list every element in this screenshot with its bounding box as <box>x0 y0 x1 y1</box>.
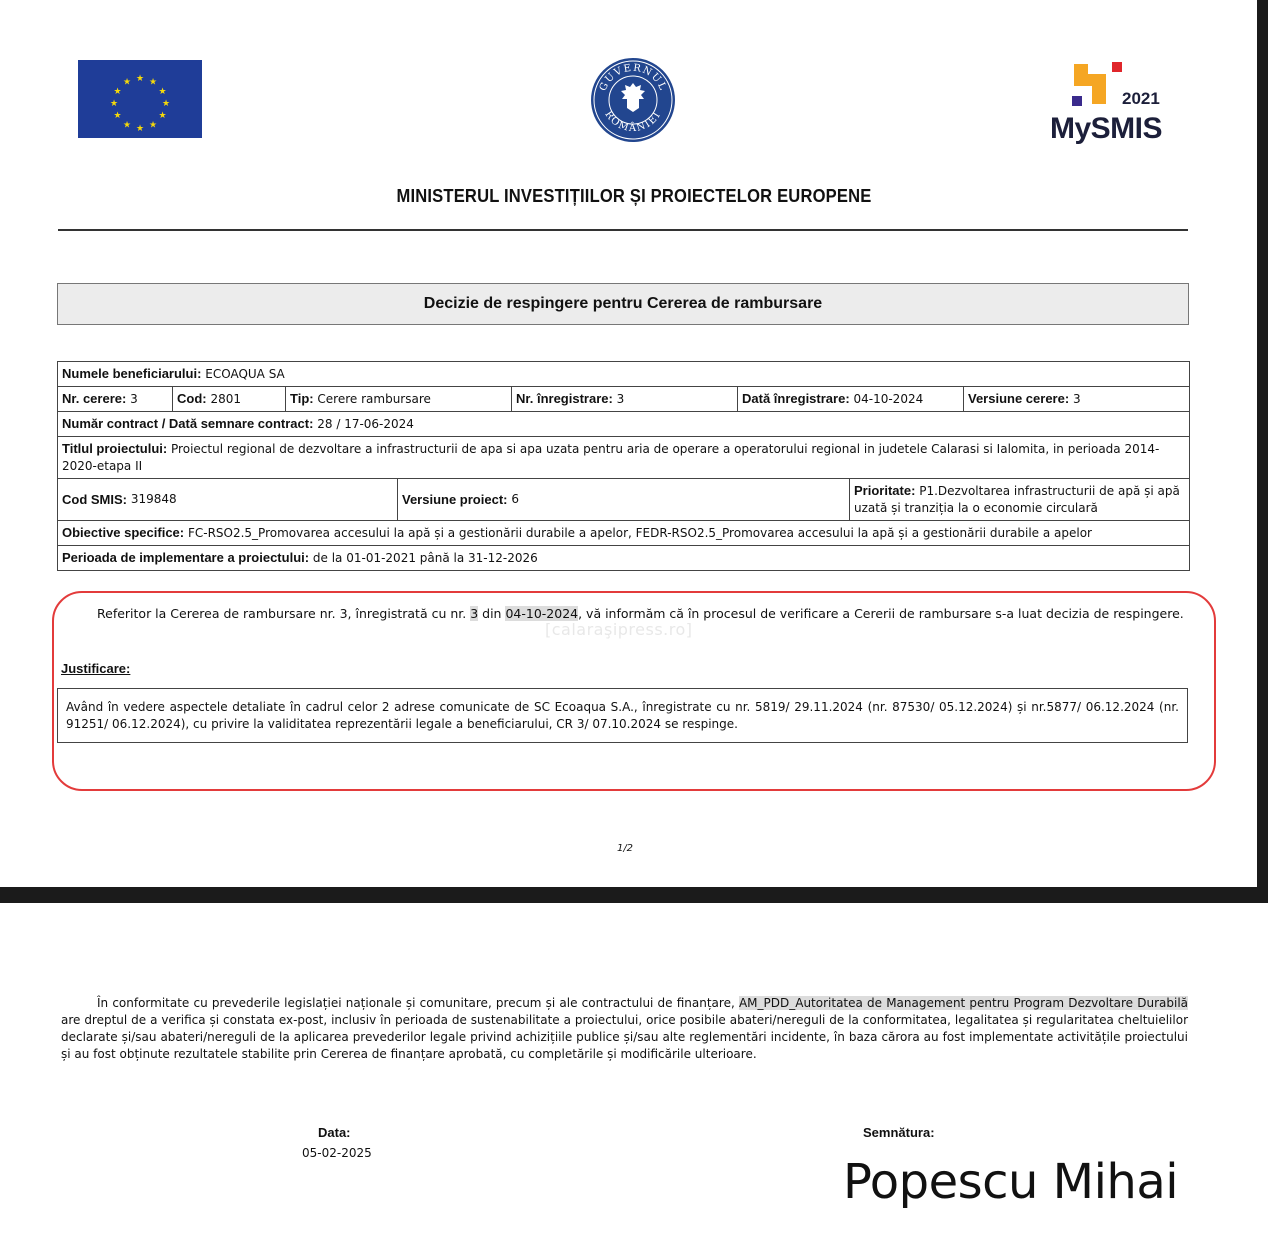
table-row <box>58 362 1189 386</box>
gov-logo-text-bottom: ROMÂNIEI <box>602 109 664 135</box>
justification-box <box>57 688 1188 743</box>
reference-date: 04-10-2024 <box>505 606 579 621</box>
date-value: 05-02-2025 <box>302 1146 372 1160</box>
data-inregistrare-label: Dată înregistrare: <box>742 391 850 406</box>
reference-part3: , vă informăm că în procesul de verificare a Cererii de rambursare s-a luat decizia de respingere. <box>578 606 1184 621</box>
table-row <box>58 478 1189 520</box>
date-label: Data: <box>318 1125 351 1140</box>
table-row <box>58 386 1189 411</box>
svg-text:★: ★ <box>122 77 132 88</box>
justification-text: Având în vedere aspectele detaliate în cadrul celor 2 adrese comunicate de SC Ecoaqua S.A., înregistrate cu nr. 5819/ 29.11.2024 (nr. 87530/ 05.12.2024) și nr.5877/ 06.12.2024 (nr. 91251/ 06.12.2024), cu privire la validitatea reprezentării legale a beneficiarului, CR 3/ 07.10.2024 se respinge. <box>66 700 1179 731</box>
svg-text:★: ★ <box>161 99 171 109</box>
svg-text:★: ★ <box>158 87 167 97</box>
perioada-value: de la 01-01-2021 până la 31-12-2026 <box>312 551 538 565</box>
reference-paragraph <box>97 606 1184 621</box>
data-inregistrare-value: 04-10-2024 <box>853 392 924 406</box>
svg-text:★: ★ <box>148 77 158 88</box>
svg-text:★: ★ <box>158 111 167 121</box>
reference-part1: Referitor la Cererea de rambursare nr. 3, înregistrată cu nr. <box>97 606 471 621</box>
svg-text:★: ★ <box>135 124 145 134</box>
conformity-paragraph <box>61 995 1188 1063</box>
table-row <box>58 436 1189 478</box>
heading-divider <box>58 229 1188 231</box>
perioada-label: Perioada de implementare a proiectului: <box>62 550 310 565</box>
mysmis-logo <box>1050 60 1180 146</box>
contract-label: Număr contract / Dată semnare contract: <box>62 416 314 431</box>
nr-inregistrare-value: 3 <box>616 392 625 406</box>
watermark: [calaraşipress.ro] <box>545 620 693 639</box>
page-edge <box>1257 0 1268 887</box>
romanian-government-logo <box>590 57 676 143</box>
versiune-proiect-label: Versiune proiect: <box>402 492 508 507</box>
mysmis-year: 2021 <box>1122 89 1160 108</box>
prioritate-value: P1.Dezvoltarea infrastructurii de apă și apă uzată și tranziția la o economie circulară <box>854 484 1180 515</box>
page-separator <box>0 887 1268 903</box>
signature-name: Popescu Mihai <box>843 1154 1179 1210</box>
svg-text:★: ★ <box>113 87 122 97</box>
details-table <box>57 361 1190 571</box>
versiune-cerere-value: 3 <box>1073 392 1081 406</box>
svg-text:★: ★ <box>135 74 145 84</box>
page-number: 1/2 <box>616 843 634 854</box>
eu-flag-logo <box>78 60 202 138</box>
nr-cerere-label: Nr. cerere: <box>62 391 127 406</box>
table-row <box>58 411 1189 436</box>
svg-text:★: ★ <box>113 111 122 121</box>
project-title-label: Titlul proiectului: <box>62 441 168 456</box>
conformity-part1: În conformitate cu prevederile legislației naționale și comunitare, precum și ale contractului de finanțare, <box>97 996 739 1010</box>
nr-cerere-value: 3 <box>130 392 138 406</box>
table-row <box>58 545 1189 570</box>
prioritate-label: Prioritate: <box>854 483 916 498</box>
ministry-heading: MINISTERUL INVESTIȚIILOR ȘI PROIECTELOR EUROPENE <box>396 186 872 206</box>
justification-title: Justificare: <box>61 661 131 676</box>
beneficiary-value: ECOAQUA SA <box>205 367 285 381</box>
tip-label: Tip: <box>290 391 314 406</box>
obiective-value: FC-RSO2.5_Promovarea accesului la apă și a gestionării durabile a apelor, FEDR-RSO2.5_Promovarea accesului la apă și a gestionării durabile a apelor <box>187 526 1092 540</box>
cod-label: Cod: <box>177 391 207 406</box>
nr-inregistrare-label: Nr. înregistrare: <box>516 391 613 406</box>
document-title: Decizie de respingere pentru Cererea de rambursare <box>57 283 1189 325</box>
versiune-proiect-value: 6 <box>511 492 519 506</box>
beneficiary-label: Numele beneficiarului: <box>62 366 202 381</box>
project-title-value: Proiectul regional de dezvoltare a infrastructurii de apa si apa uzata pentru aria de operare a operatorului regional in judetele Calarasi si Ialomita, in perioada 2014-2020-etapa II <box>62 442 1160 473</box>
svg-text:★: ★ <box>109 99 119 109</box>
cod-smis-label: Cod SMIS: <box>62 492 127 507</box>
svg-text:★: ★ <box>148 120 158 131</box>
reference-part2: din <box>478 606 506 621</box>
svg-text:★: ★ <box>122 120 132 131</box>
cod-value: 2801 <box>210 392 241 406</box>
tip-value: Cerere rambursare <box>317 392 431 406</box>
obiective-label: Obiective specifice: <box>62 525 185 540</box>
mysmis-name: MySMIS <box>1050 112 1163 145</box>
cod-smis-value: 319848 <box>130 492 177 506</box>
conformity-part2: are dreptul de a verifica și constata ex-post, inclusiv în perioada de sustenabilitate a proiectului, orice posibile abateri/nereguli de la conformitatea, legalitatea și regularitatea cheltuielilor declarate și/sau abateri/nereguli de la aplicarea prevederilor legale privind achizițiile publice și/sau alte reglementări incidente, în baza cărora au fost implementate activitățile proiectului și au fost obținute rezultatele stabilite prin Cererea de finanțare aprobată, cu completările și modificările ulterioare. <box>61 1013 1188 1061</box>
signature-label: Semnătura: <box>863 1125 935 1140</box>
contract-value: 28 / 17-06-2024 <box>317 417 414 431</box>
table-row <box>58 520 1189 545</box>
managing-authority: AM_PDD_Autoritatea de Management pentru Program Dezvoltare Durabilă <box>738 996 1189 1010</box>
gov-logo-text-top: GUVERNUL <box>597 62 669 93</box>
versiune-cerere-label: Versiune cerere: <box>968 391 1070 406</box>
reference-number: 3 <box>470 606 479 621</box>
